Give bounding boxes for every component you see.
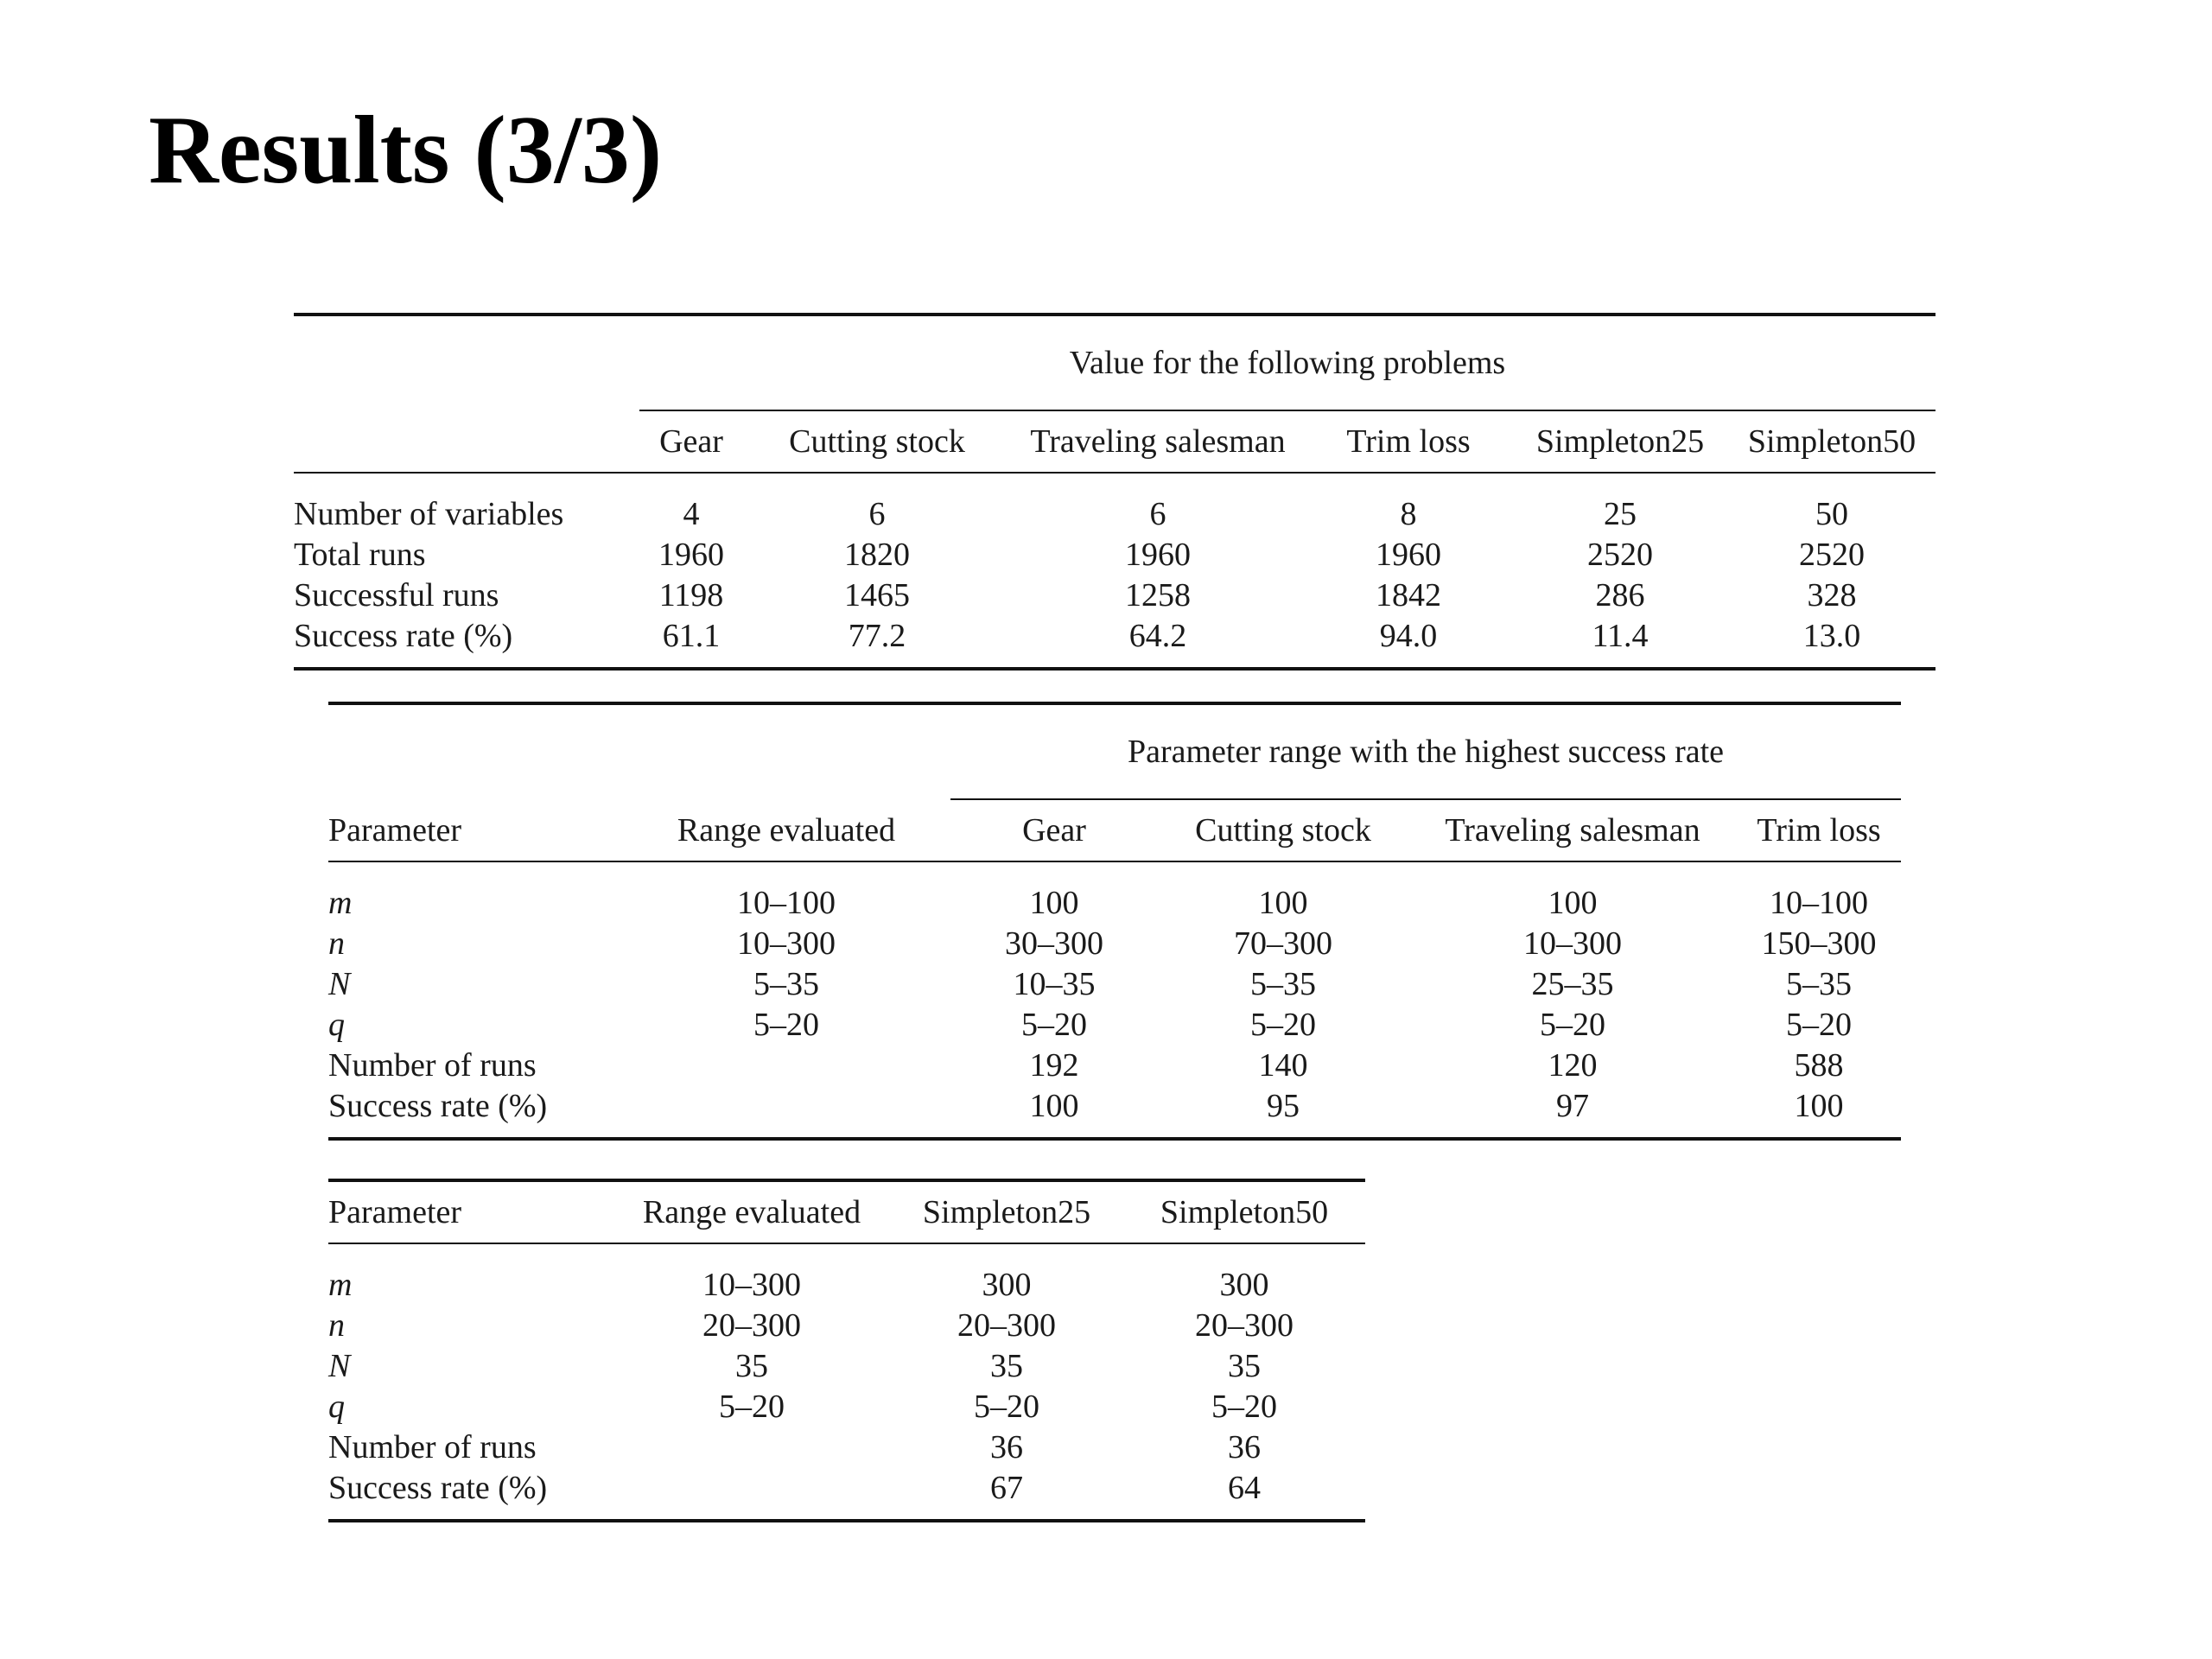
- table-cell: 36: [1228, 1429, 1261, 1465]
- table-cell: 5–35: [1786, 966, 1852, 1002]
- table-cell: 1258: [1125, 577, 1191, 613]
- range-cell: 10–300: [737, 925, 836, 962]
- range-cell: [622, 1086, 950, 1127]
- range-cell: 5–20: [719, 1389, 785, 1425]
- table-cell: 100: [1029, 885, 1079, 921]
- table-cell: 328: [1807, 577, 1857, 613]
- table-cell: 300: [982, 1267, 1032, 1303]
- column-header: Parameter: [328, 812, 462, 849]
- table-cell: 100: [1794, 1088, 1844, 1124]
- table-cell: 97: [1556, 1088, 1589, 1124]
- table-cell: 588: [1794, 1047, 1844, 1084]
- table-cell: 6: [1149, 496, 1166, 532]
- range-cell: 10–300: [702, 1267, 801, 1303]
- range-cell: [613, 1427, 890, 1468]
- table-cell: 1960: [1376, 537, 1441, 573]
- table-cell: 95: [1267, 1088, 1300, 1124]
- table-row: [328, 1306, 1365, 1346]
- table-cell: 1960: [658, 537, 724, 573]
- column-header: Simpleton50: [1160, 1194, 1329, 1230]
- column-header: Range evaluated: [642, 1194, 861, 1230]
- table-cell: 2520: [1799, 537, 1865, 573]
- table-cell: 5–35: [1250, 966, 1316, 1002]
- table-cell: 8: [1400, 496, 1417, 532]
- range-cell: 5–20: [753, 1007, 819, 1043]
- table-cell: 100: [1548, 885, 1598, 921]
- table-cell: 30–300: [1005, 925, 1103, 962]
- column-header: Simpleton25: [922, 1194, 1091, 1230]
- table-cell: 300: [1219, 1267, 1269, 1303]
- range-cell: 35: [735, 1348, 768, 1384]
- table-cell: 140: [1258, 1047, 1308, 1084]
- table-cell: 11.4: [1592, 618, 1649, 654]
- table-cell: 5–20: [974, 1389, 1039, 1425]
- table-cell: 20–300: [1195, 1307, 1294, 1344]
- table-cell: 35: [990, 1348, 1023, 1384]
- row-label: q: [328, 1007, 345, 1043]
- table-cell: 64: [1228, 1470, 1261, 1506]
- table-cell: 1465: [844, 577, 910, 613]
- table-cell: 25: [1604, 496, 1637, 532]
- range-cell: 10–100: [737, 885, 836, 921]
- column-header: Range evaluated: [677, 812, 896, 849]
- table-cell: 5–20: [1250, 1007, 1316, 1043]
- table-row: [328, 883, 1901, 924]
- table-cell: 35: [1228, 1348, 1261, 1384]
- column-header: Cutting stock: [789, 423, 965, 460]
- table-cell: 10–100: [1770, 885, 1868, 921]
- table-row: [328, 1468, 1365, 1509]
- table-row: [328, 1387, 1365, 1427]
- table-row: [328, 1427, 1365, 1468]
- table-row: [294, 494, 1936, 535]
- table-cell: 10–300: [1523, 925, 1622, 962]
- row-label: Total runs: [294, 537, 426, 573]
- range-cell: 5–35: [753, 966, 819, 1002]
- column-header: Trim loss: [1757, 812, 1881, 849]
- row-label: m: [328, 885, 353, 921]
- table-cell: 6: [868, 496, 886, 532]
- column-header: Gear: [659, 423, 723, 460]
- table-body: [328, 883, 1901, 1127]
- table-row: [294, 575, 1936, 616]
- table-cell: 94.0: [1379, 618, 1438, 654]
- spanning-header: Parameter range with the highest success rate: [1127, 734, 1725, 770]
- table-cell: 1842: [1376, 577, 1441, 613]
- column-header: Traveling salesman: [1445, 812, 1700, 849]
- table-cell: 120: [1548, 1047, 1598, 1084]
- row-label: Success rate (%): [294, 618, 513, 654]
- column-header: Cutting stock: [1195, 812, 1371, 849]
- table-row: [328, 1005, 1901, 1046]
- row-label: m: [328, 1267, 353, 1303]
- table-cell: 70–300: [1234, 925, 1332, 962]
- table-row: [328, 924, 1901, 964]
- table-cell: 100: [1029, 1088, 1079, 1124]
- row-label: Success rate (%): [328, 1088, 548, 1124]
- table-cell: 1820: [844, 537, 910, 573]
- table-cell: 36: [990, 1429, 1023, 1465]
- row-label: Success rate (%): [328, 1470, 548, 1506]
- table-cell: 286: [1595, 577, 1645, 613]
- table-cell: 67: [990, 1470, 1023, 1506]
- spanning-header: Value for the following problems: [1069, 345, 1506, 381]
- table-cell: 5–20: [1540, 1007, 1605, 1043]
- table-row: [328, 1346, 1365, 1387]
- row-label: Number of variables: [294, 496, 564, 532]
- table-cell: 77.2: [848, 618, 906, 654]
- table-cell: 1198: [658, 577, 724, 613]
- table-cell: 5–20: [1786, 1007, 1852, 1043]
- table-cell: 2520: [1587, 537, 1653, 573]
- range-cell: 20–300: [702, 1307, 801, 1344]
- table-cell: 64.2: [1128, 618, 1187, 654]
- table-row: [328, 964, 1901, 1005]
- row-label: N: [328, 966, 351, 1002]
- page-title: Results (3/3): [149, 97, 663, 204]
- parameter-range-table: [328, 702, 1901, 1141]
- table-body: [328, 1265, 1365, 1509]
- column-header: Traveling salesman: [1030, 423, 1286, 460]
- row-label: n: [328, 1307, 345, 1344]
- table-cell: 100: [1258, 885, 1308, 921]
- column-header: Trim loss: [1346, 423, 1471, 460]
- table-cell: 25–35: [1531, 966, 1614, 1002]
- table-cell: 50: [1815, 496, 1848, 532]
- table-row: [294, 616, 1936, 657]
- table-cell: 192: [1029, 1047, 1079, 1084]
- row-label: N: [328, 1348, 351, 1384]
- table-row: [328, 1086, 1901, 1127]
- row-label: Number of runs: [328, 1047, 537, 1084]
- column-header: Gear: [1022, 812, 1086, 849]
- table-cell: 5–20: [1021, 1007, 1087, 1043]
- problem-summary-table: [294, 313, 1936, 671]
- column-header: Simpleton50: [1747, 423, 1916, 460]
- table-cell: 1960: [1125, 537, 1191, 573]
- column-header: Simpleton25: [1535, 423, 1705, 460]
- table-row: [294, 535, 1936, 575]
- row-label: Successful runs: [294, 577, 499, 613]
- table-cell: 20–300: [957, 1307, 1056, 1344]
- table-cell: 150–300: [1761, 925, 1877, 962]
- table-cell: 4: [683, 496, 700, 532]
- table-row: [328, 1046, 1901, 1086]
- simpleton-parameter-table: [328, 1179, 1365, 1522]
- range-cell: [622, 1046, 950, 1086]
- table-row: [328, 1265, 1365, 1306]
- table-cell: 61.1: [662, 618, 721, 654]
- column-header: Parameter: [328, 1194, 462, 1230]
- table-body: [294, 494, 1936, 657]
- table-cell: 5–20: [1211, 1389, 1277, 1425]
- range-cell: [613, 1468, 890, 1509]
- table-cell: 10–35: [1013, 966, 1096, 1002]
- row-label: n: [328, 925, 345, 962]
- row-label: Number of runs: [328, 1429, 537, 1465]
- table-cell: 13.0: [1802, 618, 1861, 654]
- row-label: q: [328, 1389, 345, 1425]
